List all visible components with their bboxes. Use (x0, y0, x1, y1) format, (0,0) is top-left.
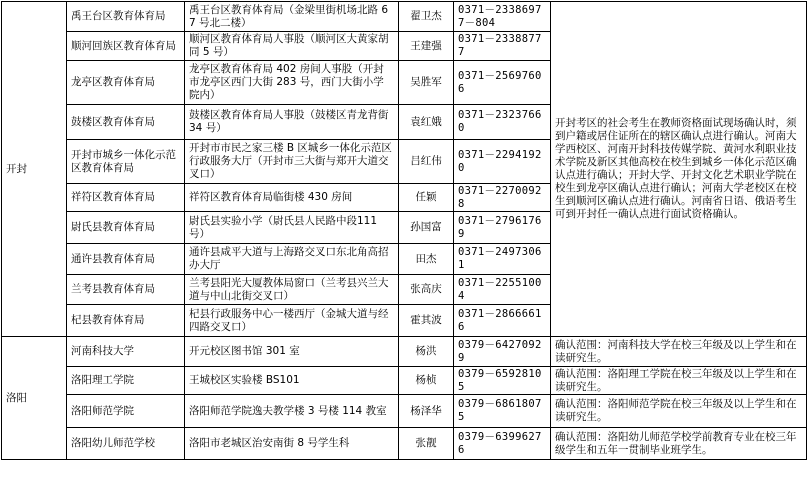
address-cell: 尉氏县实验小学（尉氏县人民路中段111 号） (185, 212, 399, 244)
phone-cell: 0371－24973061 (454, 244, 551, 275)
confirmation-sites-table (1, 1, 807, 460)
city-cell: 开封 (2, 2, 67, 337)
address-cell: 洛阳师范学院逸夫教学楼 3 号楼 114 教室 (185, 395, 399, 428)
address-cell: 开元校区图书馆 301 室 (185, 337, 399, 367)
note-cell: 确认范围：洛阳师范学院在校三年级及以上学生和在读研究生。 (551, 395, 807, 428)
phone-cell: 0371－23386977－804 (454, 2, 551, 32)
phone-cell: 0379－63996276 (454, 428, 551, 460)
table-row (2, 395, 807, 428)
contact-cell: 翟卫杰 (399, 2, 454, 32)
address-cell: 开封市市民之家三楼 B 区城乡一体化示范区行政服务大厅（开封市三大街与郑开大道交叉口） (185, 140, 399, 184)
phone-cell: 0371－25697606 (454, 61, 551, 105)
contact-cell: 杨桢 (399, 367, 454, 395)
unit-cell: 洛阳师范学院 (67, 395, 185, 428)
contact-cell: 孙国富 (399, 212, 454, 244)
unit-cell: 开封市城乡一体化示范区教育体育局 (67, 140, 185, 184)
address-cell: 洛阳市老城区治安南街 8 号学生科 (185, 428, 399, 460)
table-row (2, 337, 807, 367)
contact-cell: 王建强 (399, 32, 454, 61)
unit-cell: 尉氏县教育体育局 (67, 212, 185, 244)
note-cell: 确认范围：河南科技大学在校三年级及以上学生和在读研究生。 (551, 337, 807, 367)
address-cell: 顺河区教育体育局人事股（顺河区大黄家胡同 5 号） (185, 32, 399, 61)
unit-cell: 鼓楼区教育体育局 (67, 105, 185, 140)
contact-cell: 张靓 (399, 428, 454, 460)
unit-cell: 禹王台区教育体育局 (67, 2, 185, 32)
contact-cell: 吕红伟 (399, 140, 454, 184)
phone-cell: 0371－22551004 (454, 275, 551, 305)
address-cell: 兰考县阳光大厦教体局窗口（兰考县兴兰大道与中山北街交叉口） (185, 275, 399, 305)
contact-cell: 杨洪 (399, 337, 454, 367)
contact-cell: 吴胜军 (399, 61, 454, 105)
address-cell: 禹王台区教育体育局（金梁里街机场北路 67 号北二楼） (185, 2, 399, 32)
phone-cell: 0371－23388777 (454, 32, 551, 61)
unit-cell: 祥符区教育体育局 (67, 184, 185, 212)
table-row (2, 367, 807, 395)
unit-cell: 龙亭区教育体育局 (67, 61, 185, 105)
note-cell: 确认范围：洛阳幼儿师范学校学前教育专业在校三年级学生和五年一贯制毕业班学生。 (551, 428, 807, 460)
phone-cell: 0371－23237660 (454, 105, 551, 140)
unit-cell: 杞县教育体育局 (67, 305, 185, 337)
address-cell: 鼓楼区教育体育局人事股（鼓楼区青龙背街 34 号） (185, 105, 399, 140)
phone-cell: 0379－64270929 (454, 337, 551, 367)
address-cell: 杞县行政服务中心一楼西厅（金城大道与经四路交叉口） (185, 305, 399, 337)
table-row (2, 428, 807, 460)
table-row (2, 2, 807, 32)
phone-cell: 0371－28666616 (454, 305, 551, 337)
address-cell: 祥符区教育体育局临街楼 430 房间 (185, 184, 399, 212)
unit-cell: 洛阳幼儿师范学校 (67, 428, 185, 460)
unit-cell: 顺河回族区教育体育局 (67, 32, 185, 61)
address-cell: 通许县咸平大道与上海路交叉口东北角高招办大厅 (185, 244, 399, 275)
unit-cell: 兰考县教育体育局 (67, 275, 185, 305)
contact-cell: 杨泽华 (399, 395, 454, 428)
phone-cell: 0379－68618075 (454, 395, 551, 428)
unit-cell: 洛阳理工学院 (67, 367, 185, 395)
contact-cell: 任颖 (399, 184, 454, 212)
contact-cell: 袁红娥 (399, 105, 454, 140)
note-cell: 确认范围：洛阳理工学院在校三年级及以上学生和在读研究生。 (551, 367, 807, 395)
address-cell: 龙亭区教育体育局 402 房间人事股（开封市龙亭区西门大街 283 号，西门大街小学院内） (185, 61, 399, 105)
phone-cell: 0371－22700928 (454, 184, 551, 212)
phone-cell: 0371－27961769 (454, 212, 551, 244)
table-body (2, 2, 807, 460)
unit-cell: 河南科技大学 (67, 337, 185, 367)
note-cell: 开封考区的社会考生在教师资格面试现场确认时，须到户籍或居住证所在的辖区确认点进行确认。河南大学西校区、河南开封科技传媒学院、黄河水利职业技术学院及新区其他高校在校生到城乡一体化示范区确认点进行确认；开封大学、开封文化艺术职业学院在校生到龙亭区确认点进行确认；河南大学老校区在校生到顺河区确认点进行确认。河南省日语、俄语考生可到开封任一确认点进行面试资格确认。 (551, 2, 807, 337)
unit-cell: 通许县教育体育局 (67, 244, 185, 275)
address-cell: 王城校区实验楼 BS101 (185, 367, 399, 395)
phone-cell: 0379－65928105 (454, 367, 551, 395)
contact-cell: 霍其波 (399, 305, 454, 337)
contact-cell: 张高庆 (399, 275, 454, 305)
contact-cell: 田杰 (399, 244, 454, 275)
phone-cell: 0371－22941920 (454, 140, 551, 184)
city-cell: 洛阳 (2, 337, 67, 460)
